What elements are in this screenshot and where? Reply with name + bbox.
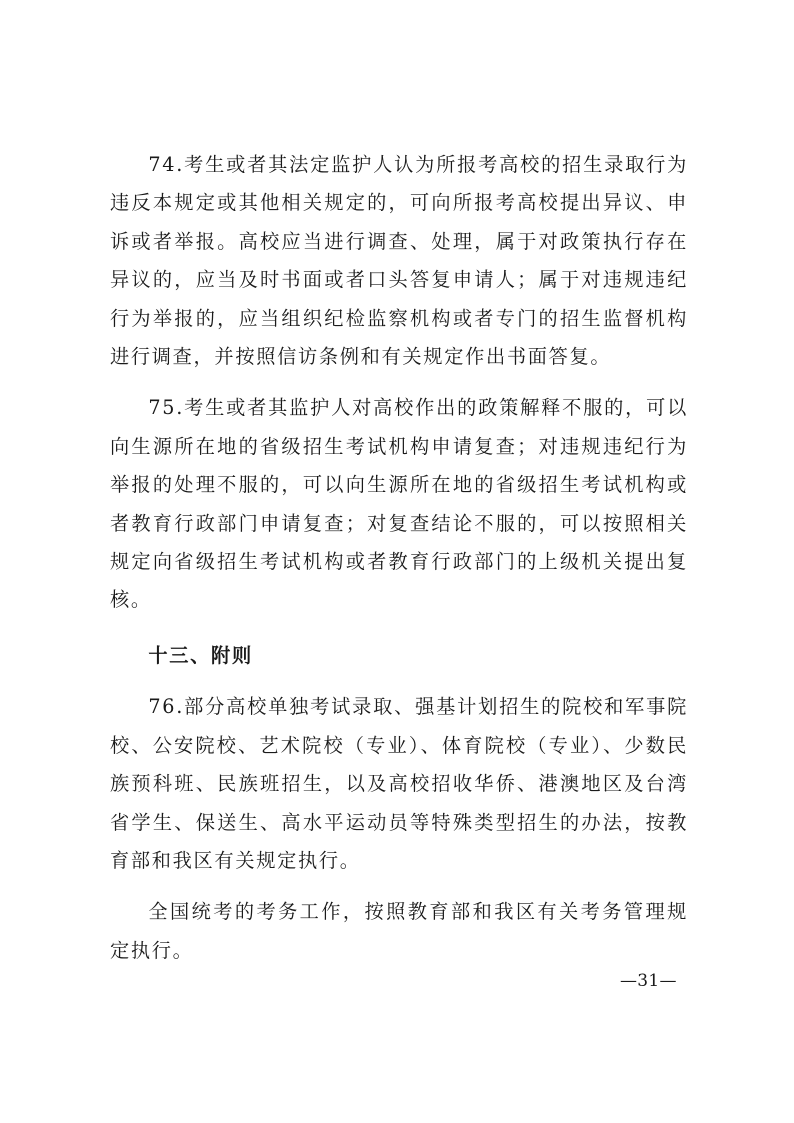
paragraph-76: 76.部分高校单独考试录取、强基计划招生的院校和军事院校、公安院校、艺术院校（专业）、体育院校（专业）、少数民族预科班、民族班招生，以及高校招收华侨、港澳地区及台湾省学生、保送生、高水平运动员等特殊类型招生的办法，按教育部和我区有关规定执行。 bbox=[110, 695, 688, 872]
page-number: —31— bbox=[620, 971, 677, 991]
paragraph-75: 75.考生或者其监护人对高校作出的政策解释不服的，可以向生源所在地的省级招生考试机构申请复查；对违规违纪行为举报的处理不服的，可以向生源所在地的省级招生考试机构或者教育行政部门申请复查；对复查结论不服的，可以按照相关规定向省级招生考试机构或者教育行政部门的上级机关提出复核。 bbox=[110, 396, 688, 612]
paragraph-74: 74.考生或者其法定监护人认为所报考高校的招生录取行为违反本规定或其他相关规定的，可向所报考高校提出异议、申诉或者举报。高校应当进行调查、处理，属于对政策执行存在异议的，应当及时书面或者口头答复申请人；属于对违规违纪行为举报的，应当组织纪检监察机构或者专门的招生监督机构进行调查，并按照信访条例和有关规定作出书面答复。 bbox=[110, 153, 688, 369]
paragraph-exam-affairs: 全国统考的考务工作，按照教育部和我区有关考务管理规定执行。 bbox=[110, 900, 688, 962]
document-page bbox=[110, 146, 688, 970]
section-heading-appendix: 十三、附则 bbox=[148, 643, 253, 667]
